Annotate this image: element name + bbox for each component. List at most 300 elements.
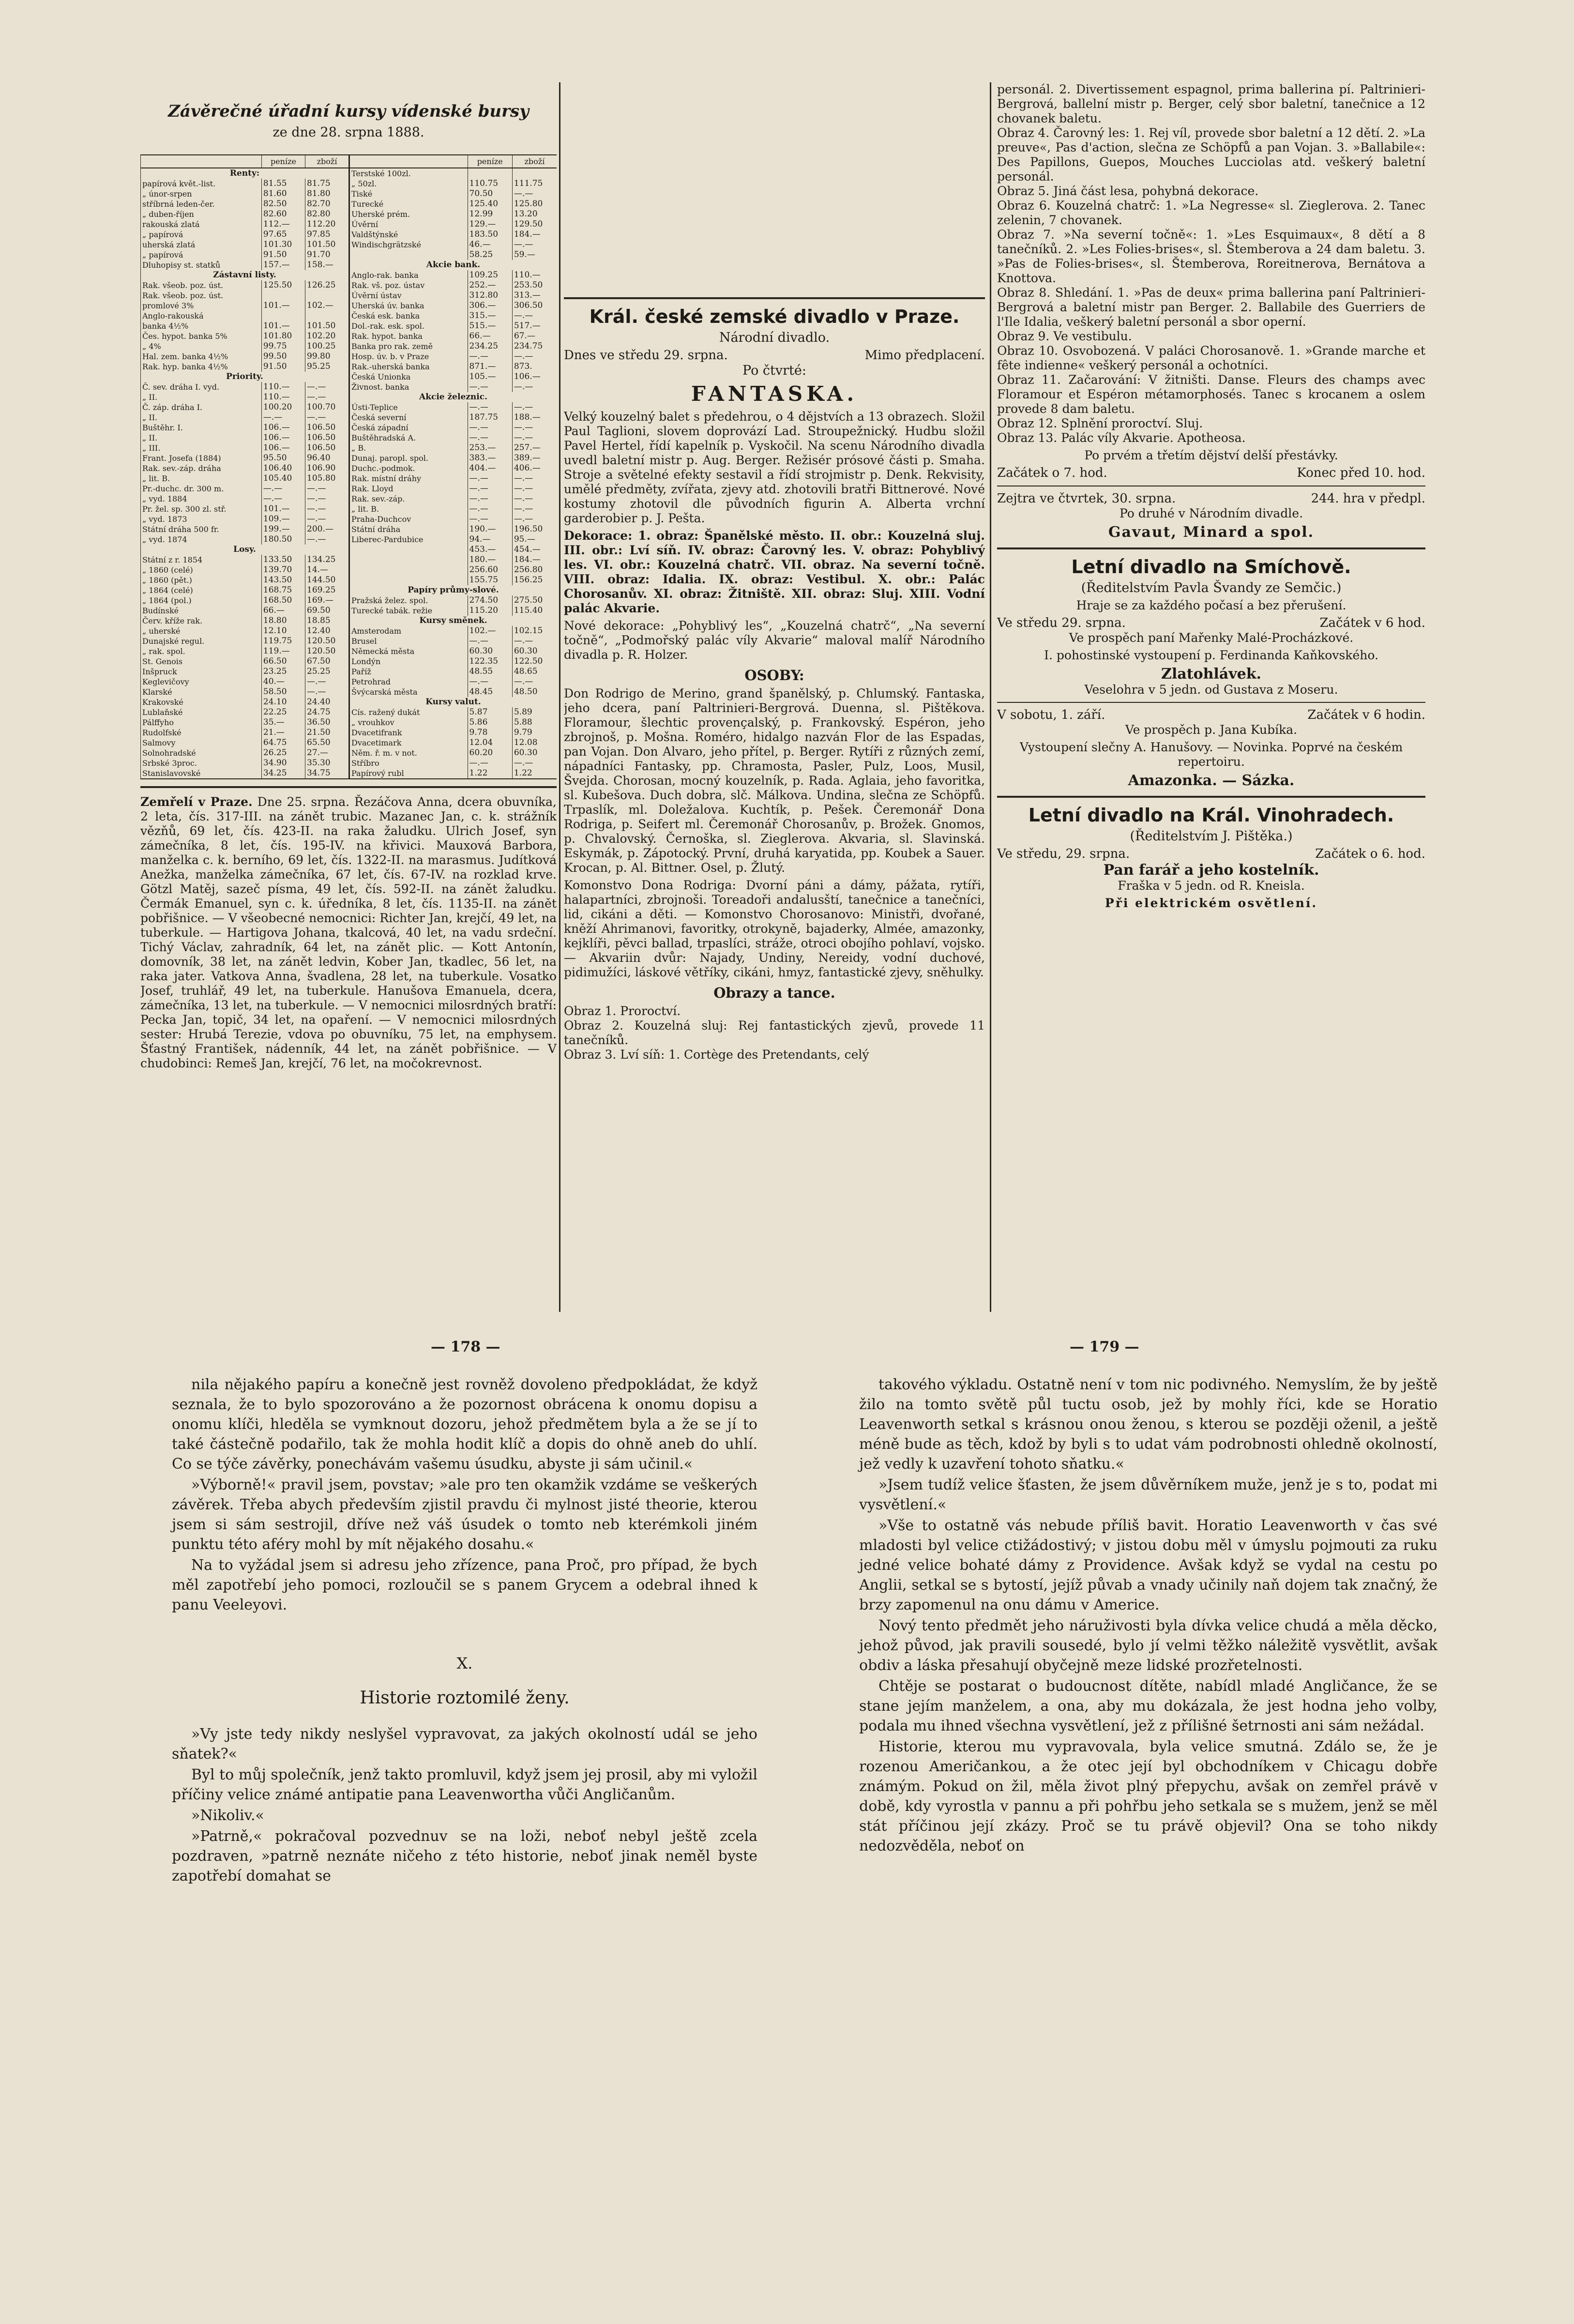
price-goods: —.— bbox=[305, 677, 348, 687]
price-money: —.— bbox=[468, 494, 512, 504]
price-goods: 65.50 bbox=[305, 738, 348, 748]
price-goods: 389.— bbox=[512, 453, 557, 463]
security-name: Anglo-rak. banka bbox=[349, 270, 468, 280]
price-money: —.— bbox=[468, 473, 512, 484]
price-money: 187.75 bbox=[468, 412, 512, 423]
security-name: Státní dráha bbox=[349, 524, 468, 534]
security-name: Rak. všeob. poz. úst. bbox=[141, 290, 262, 301]
price-goods: —.— bbox=[512, 484, 557, 494]
table-row bbox=[141, 504, 349, 514]
table-row bbox=[349, 372, 557, 382]
security-name: „ papírová bbox=[141, 229, 262, 240]
price-money: 109.— bbox=[261, 514, 305, 524]
novel-left-paragraphs-2 bbox=[172, 1724, 757, 1886]
price-goods: 196.50 bbox=[512, 524, 557, 534]
price-money: 109.25 bbox=[468, 270, 512, 280]
column-right-top bbox=[997, 82, 1425, 1312]
chapter-title: Historie roztomilé ženy. bbox=[360, 1688, 570, 1708]
security-name: Pr. žel. sp. 300 zl. stř. bbox=[141, 504, 262, 514]
table-row bbox=[141, 707, 349, 717]
price-goods: 9.79 bbox=[512, 728, 557, 738]
vinohrady-date: Ve středu, 29. srpna. bbox=[997, 847, 1130, 861]
price-money: —.— bbox=[468, 351, 512, 362]
security-name: „ papírová bbox=[141, 250, 262, 260]
security-name: „ vyd. 1874 bbox=[141, 534, 262, 545]
table-row bbox=[141, 728, 349, 738]
table-row bbox=[349, 545, 557, 555]
security-name: Klarské bbox=[141, 687, 262, 697]
security-name: Dol.-rak. esk. spol. bbox=[349, 321, 468, 331]
security-name: Dvacetifrank bbox=[349, 728, 468, 738]
price-goods: 106.50 bbox=[305, 433, 348, 443]
price-money: 168.50 bbox=[261, 595, 305, 606]
section-label: Losy. bbox=[141, 545, 349, 555]
table-row bbox=[141, 595, 349, 606]
price-money: 315.— bbox=[468, 311, 512, 321]
table-row bbox=[141, 301, 349, 311]
table-row bbox=[349, 494, 557, 504]
scenes-head: Obrazy a tance. bbox=[713, 985, 835, 1001]
price-money: —.— bbox=[468, 758, 512, 768]
price-money: 234.25 bbox=[468, 341, 512, 351]
security-name: „ rak. spol. bbox=[141, 646, 262, 656]
price-money: 70.50 bbox=[468, 189, 512, 199]
table-row bbox=[349, 758, 557, 768]
price-money: 82.50 bbox=[261, 199, 305, 209]
price-money: 453.— bbox=[468, 545, 512, 555]
table-row bbox=[141, 494, 349, 504]
paragraph: »Nikoliv.« bbox=[191, 1807, 264, 1824]
tomorrow-play: Gavaut, Minard a spol. bbox=[1108, 524, 1315, 541]
price-goods: 122.50 bbox=[512, 656, 557, 667]
security-name: Salmovy bbox=[141, 738, 262, 748]
security-name: „ duben-říjen bbox=[141, 209, 262, 219]
price-goods: 105.80 bbox=[305, 473, 348, 484]
section-row bbox=[349, 585, 557, 595]
section-row bbox=[349, 260, 557, 270]
price-goods: 97.85 bbox=[305, 229, 348, 240]
vinohrady-sub: (Ředitelstvím J. Pištěka.) bbox=[1130, 829, 1293, 844]
price-money: 101.— bbox=[261, 321, 305, 331]
price-goods: 5.89 bbox=[512, 707, 557, 717]
security-name: Pražská želez. spol. bbox=[349, 595, 468, 606]
price-goods: —.— bbox=[512, 473, 557, 484]
price-money: 106.— bbox=[261, 423, 305, 433]
price-goods: 67.50 bbox=[305, 656, 348, 667]
price-money: 58.50 bbox=[261, 687, 305, 697]
table-row bbox=[141, 697, 349, 707]
security-name: „ 1860 (pět.) bbox=[141, 575, 262, 585]
price-money: 81.55 bbox=[261, 179, 305, 189]
table-row bbox=[349, 595, 557, 606]
table-row bbox=[349, 362, 557, 372]
col-name bbox=[349, 155, 468, 168]
security-name: Solnohradské bbox=[141, 748, 262, 758]
price-money: 306.— bbox=[468, 301, 512, 311]
table-row bbox=[349, 575, 557, 585]
price-money: 99.75 bbox=[261, 341, 305, 351]
security-name: Stříbro bbox=[349, 758, 468, 768]
price-goods: 102.15 bbox=[512, 626, 557, 636]
price-goods: —.— bbox=[512, 189, 557, 199]
security-name: Uherská úv. banka bbox=[349, 301, 468, 311]
security-name: Hosp. úv. b. v Praze bbox=[349, 351, 468, 362]
price-money bbox=[468, 168, 512, 179]
price-goods bbox=[305, 290, 348, 301]
table-row bbox=[141, 748, 349, 758]
price-goods: 27.— bbox=[305, 748, 348, 758]
table-row bbox=[349, 524, 557, 534]
price-goods: —.— bbox=[305, 412, 348, 423]
price-goods: 169.25 bbox=[305, 585, 348, 595]
price-goods: 60.30 bbox=[512, 646, 557, 656]
security-name: Česká Unionka bbox=[349, 372, 468, 382]
price-money: 139.70 bbox=[261, 565, 305, 575]
price-money: 119.— bbox=[261, 646, 305, 656]
security-name: Pálffyho bbox=[141, 717, 262, 728]
play-scenery: Dekorace: 1. obraz: Španělské město. II. obr.: Kouzelná sluj. III. obr.: Lví síň. IV. obraz: Čarovný les. V. obraz: Pohyblivý les. VI. obr.: Kouzelná chatrč. VII. obraz. Na severní točně. VIII. obraz: Idalia. IX. obraz: Vestibul. X. obr.: Palác Chorosanův. XI. obraz: Žitniště. XII. obraz: Sluj. XIII. Vodní palác Akvarie. bbox=[564, 529, 985, 615]
table-row bbox=[141, 382, 349, 392]
table-row bbox=[141, 555, 349, 565]
national-theatre-sub: Národní divadlo. bbox=[719, 330, 830, 345]
table-row bbox=[349, 504, 557, 514]
section-row bbox=[141, 168, 349, 179]
performance-date: Dnes ve středu 29. srpna. bbox=[564, 348, 728, 363]
price-money: 274.50 bbox=[468, 595, 512, 606]
smichov-date-row-2 bbox=[997, 708, 1425, 723]
paragraph: »Vy jste tedy nikdy neslyšel vypravovat, za jakých okolností udál se jeho sňatek?« bbox=[172, 1726, 757, 1762]
price-goods: 24.40 bbox=[305, 697, 348, 707]
security-name: „ 1860 (celé) bbox=[141, 565, 262, 575]
table-row bbox=[349, 331, 557, 341]
performance-count: Po čtvrté: bbox=[742, 363, 806, 378]
divider bbox=[997, 547, 1425, 549]
price-goods: 134.25 bbox=[305, 555, 348, 565]
price-money: 22.25 bbox=[261, 707, 305, 717]
table-row bbox=[141, 585, 349, 595]
tomorrow-subscription: 244. hra v předpl. bbox=[1311, 491, 1425, 506]
security-name: Rak. Lloyd bbox=[349, 484, 468, 494]
table-row bbox=[349, 179, 557, 189]
table-row bbox=[141, 290, 349, 301]
price-goods: 115.40 bbox=[512, 606, 557, 616]
table-row bbox=[349, 341, 557, 351]
price-money: 183.50 bbox=[468, 229, 512, 240]
price-goods: 82.80 bbox=[305, 209, 348, 219]
smichov-benefit: Ve prospěch paní Mařenky Malé-Procházkové. bbox=[1069, 631, 1354, 645]
col-zbozi: zboží bbox=[512, 155, 557, 168]
table-row bbox=[349, 565, 557, 575]
table-row bbox=[349, 473, 557, 484]
price-goods: 110.— bbox=[512, 270, 557, 280]
security-name: „ 4% bbox=[141, 341, 262, 351]
price-money: —.— bbox=[261, 412, 305, 423]
price-money: —.— bbox=[468, 382, 512, 392]
table-row bbox=[349, 209, 557, 219]
price-money: 66.— bbox=[468, 331, 512, 341]
price-money: 94.— bbox=[468, 534, 512, 545]
table-row bbox=[141, 341, 349, 351]
table-row bbox=[141, 575, 349, 585]
security-name: „ II. bbox=[141, 412, 262, 423]
table-row bbox=[141, 179, 349, 189]
price-money: 157.— bbox=[261, 260, 305, 270]
security-name: Keglevičovy bbox=[141, 677, 262, 687]
security-name: Rak. hyp. banka 4½% bbox=[141, 362, 262, 372]
price-goods: 184.— bbox=[512, 229, 557, 240]
price-goods: —.— bbox=[512, 433, 557, 443]
price-money: 105.— bbox=[468, 372, 512, 382]
table-row bbox=[349, 433, 557, 443]
security-name: „ II. bbox=[141, 392, 262, 402]
price-money: 23.25 bbox=[261, 667, 305, 677]
price-goods: 200.— bbox=[305, 524, 348, 534]
table-row bbox=[349, 626, 557, 636]
table-row bbox=[141, 514, 349, 524]
price-goods: —.— bbox=[512, 514, 557, 524]
security-name bbox=[349, 555, 468, 565]
play-intro: Velký kouzelný balet s předehrou, o 4 dějstvích a 13 obrazech. Složil Paul Taglioni, slovem doprovází Lad. Stroupežnický. Hudbu složil Pavel Hertel, řídí kapelník p. Vyskočil. Na scenu Národního divadla uvedl baletní mistr p. Aug. Berger. Režisér prósové části p. Smaha. Stroje a světelné efekty sestavil a řídí strojmistr p. Denk. Rekvisity, umělé předměty, zvířata, zjevy atd. zhotovili bratři Bittnerové. Nové kostumy zhotovil dle původních figurin A. Alberta vrchní garderobier p. J. Pešta. bbox=[564, 410, 985, 525]
security-name: Dluhopisy st. statků bbox=[141, 260, 262, 270]
price-money: —.— bbox=[261, 494, 305, 504]
price-goods: 24.75 bbox=[305, 707, 348, 717]
novel-right-paragraphs bbox=[859, 1375, 1438, 1856]
security-name: Banka pro rak. země bbox=[349, 341, 468, 351]
price-goods: 111.75 bbox=[512, 179, 557, 189]
price-goods: —.— bbox=[305, 494, 348, 504]
security-name: uherská zlatá bbox=[141, 240, 262, 250]
table-row bbox=[349, 382, 557, 392]
tomorrow-row bbox=[997, 491, 1425, 506]
price-goods: 106.50 bbox=[305, 423, 348, 433]
price-goods: —.— bbox=[305, 534, 348, 545]
security-name bbox=[349, 250, 468, 260]
table-row bbox=[349, 270, 557, 280]
table-row bbox=[141, 412, 349, 423]
price-money: 60.30 bbox=[468, 646, 512, 656]
price-money: 35.— bbox=[261, 717, 305, 728]
security-name: Něm. ř. m. v not. bbox=[349, 748, 468, 758]
security-name: „ únor-srpen bbox=[141, 189, 262, 199]
smichov-guest-2: Vystoupení slečny A. Hanušovy. — Novinka. Poprvé na českém repertoiru. bbox=[1019, 740, 1403, 769]
smichov-time-2: Začátek v 6 hodin. bbox=[1307, 708, 1425, 722]
table-row bbox=[141, 606, 349, 616]
table-row bbox=[349, 311, 557, 321]
price-goods: —.— bbox=[305, 484, 348, 494]
price-money: 12.10 bbox=[261, 626, 305, 636]
security-name: Dunaj. paropl. spol. bbox=[349, 453, 468, 463]
price-money: 1.22 bbox=[468, 768, 512, 778]
deaths-text: Dne 25. srpna. Řezáčova Anna, dcera obuvníka, 2 leta, čís. 317-III. na zánět trubic. Mazanec Jan, c. k. strážník vězňů, 69 let, čís. 423-II. na raka žaludku. Ulrich Josef, syn zámečníka, 8 let, čís. 195-IV. na křivici. Mauxová Barbora, manželka c. k. berního, 69 let, čís. 1322-II. na marasmus. Judítková Anežka, manželka zámečníka, 67 let, čís. 67-IV. na rozklad krve. Götzl Matěj, sazeč písma, 49 let, čís. 592-II. na zánět žaludku. Čermák Emanuel, syn c. k. úředníka, 8 let, čís. 1135-II. na zánět pobřišnice. — V všeobecné nemocnici: Richter Jan, krejčí, 49 let, na tuberkule. — Hartigova Johana, tkalcová, 40 let, na vadu srdeční. Tichý Václav, zahradník, 64 let, na zánět plic. — Kott Antonín, domovník, 38 let, na zánět ledvin, Kober Jan, tkadlec, 56 let, na raka jater. Vatkova Anna, švadlena, 28 let, na tuberkule. Vosatko Josef, truhlář, 49 let, na tuberkule. Hanušova Emanuela, dcera, zámečníka, 13 let, na tuberkule. — V nemocnici milosrdných bratří: Pecka Jan, topič, 34 let, na opaření. — V nemocnici milosrdných sester: Hrubá Terezie, vdova po obuvníku, 75 let, na emphysem. Šťastný František, nádenník, 44 let, na zánět pobřišnice. — V chudobinci: Remeš Jan, krejčí, 76 let, na močokrevnost. bbox=[140, 795, 557, 1070]
page-number-right: — 179 — bbox=[1070, 1338, 1139, 1355]
price-goods: 101.50 bbox=[305, 240, 348, 250]
price-money: —.— bbox=[468, 433, 512, 443]
security-name: Rak. hypot. banka bbox=[349, 331, 468, 341]
security-name: banka 4½% bbox=[141, 321, 262, 331]
price-goods: 59.— bbox=[512, 250, 557, 260]
table-row bbox=[349, 646, 557, 656]
table-row bbox=[141, 240, 349, 250]
security-name: Rak. místní dráhy bbox=[349, 473, 468, 484]
price-money: 180.50 bbox=[261, 534, 305, 545]
table-row bbox=[349, 463, 557, 473]
table-row bbox=[349, 687, 557, 697]
security-name: Budínské bbox=[141, 606, 262, 616]
price-goods: —.— bbox=[512, 382, 557, 392]
price-goods: —.— bbox=[305, 392, 348, 402]
table-row bbox=[349, 768, 557, 778]
price-money: —.— bbox=[468, 484, 512, 494]
smichov-play: Zlatohlávek. bbox=[1161, 666, 1261, 683]
security-name: Praha-Duchcov bbox=[349, 514, 468, 524]
security-name: Lublaňské bbox=[141, 707, 262, 717]
security-name: Petrohrad bbox=[349, 677, 468, 687]
section-label: Kursy valut. bbox=[349, 697, 557, 707]
price-money: 46.— bbox=[468, 240, 512, 250]
table-row bbox=[141, 667, 349, 677]
table-row bbox=[141, 473, 349, 484]
table-row bbox=[349, 728, 557, 738]
section-label: Papíry průmy-slové. bbox=[349, 585, 557, 595]
divider bbox=[997, 796, 1425, 798]
section-row bbox=[141, 545, 349, 555]
security-name: Rak. sev.-záp. bbox=[349, 494, 468, 504]
price-money: 5.87 bbox=[468, 707, 512, 717]
security-name: Pr.-duchc. dr. 300 m. bbox=[141, 484, 262, 494]
price-goods: 96.40 bbox=[305, 453, 348, 463]
table-row bbox=[349, 636, 557, 646]
table-row bbox=[141, 443, 349, 453]
price-goods: 12.08 bbox=[512, 738, 557, 748]
divider bbox=[564, 297, 985, 299]
price-goods: —.— bbox=[512, 494, 557, 504]
price-goods: 82.70 bbox=[305, 199, 348, 209]
table-row bbox=[349, 555, 557, 565]
price-money: 100.20 bbox=[261, 402, 305, 412]
security-name: Buštěhradská A. bbox=[349, 433, 468, 443]
table-row bbox=[141, 331, 349, 341]
table-row bbox=[349, 717, 557, 728]
table-row bbox=[141, 626, 349, 636]
price-money: 101.80 bbox=[261, 331, 305, 341]
price-goods: —.— bbox=[512, 636, 557, 646]
price-goods: 67.— bbox=[512, 331, 557, 341]
price-goods: 95.25 bbox=[305, 362, 348, 372]
table-row bbox=[141, 677, 349, 687]
national-theatre-title: Král. české zemské divadlo v Praze. bbox=[589, 306, 960, 327]
table-row bbox=[349, 229, 557, 240]
price-money: —.— bbox=[468, 504, 512, 514]
section-label: Renty: bbox=[141, 168, 349, 179]
security-name: Rak. vš. poz. ústav bbox=[349, 280, 468, 290]
vinohrady-date-row bbox=[997, 847, 1425, 862]
security-name: Londýn bbox=[349, 656, 468, 667]
price-money: 12.04 bbox=[468, 738, 512, 748]
price-money: 64.75 bbox=[261, 738, 305, 748]
smichov-benefit-2: Ve prospěch p. Jana Kubíka. bbox=[1125, 723, 1298, 737]
table-row bbox=[349, 606, 557, 616]
security-name: Valdštýnské bbox=[349, 229, 468, 240]
times-row bbox=[997, 466, 1425, 481]
price-goods: 126.25 bbox=[305, 280, 348, 290]
price-goods: —.— bbox=[512, 402, 557, 412]
price-money: 34.25 bbox=[261, 768, 305, 778]
price-money: 106.40 bbox=[261, 463, 305, 473]
price-money: 199.— bbox=[261, 524, 305, 534]
table-row bbox=[141, 280, 349, 290]
vinohrady-title: Letní divadlo na Král. Vinohradech. bbox=[1028, 805, 1394, 826]
security-name: stříbrná leden-čer. bbox=[141, 199, 262, 209]
price-money: 143.50 bbox=[261, 575, 305, 585]
chapter-number: X. bbox=[456, 1654, 473, 1672]
table-row bbox=[349, 656, 557, 667]
paragraph: »Výborně!« pravil jsem, povstav; »ale pro ten okamžik vzdáme se veškerých závěrek. Třeba abych především zjistil pravdu či mylnost jisté theorie, kterou jsem si sám sestrojil, dříve než váš úsudek o tomto neb kterémkoli jiném punktu této aféry mohl by mít nějakého dosahu.« bbox=[172, 1476, 757, 1553]
security-name: Terstské 100zl. bbox=[349, 168, 468, 179]
paragraph: Byl to můj společník, jenž takto promluvil, když jsem jej prosil, aby mi vyložil příčiny velice známé antipatie pana Leavenwortha vůči Angličanům. bbox=[172, 1766, 757, 1803]
price-money: 48.45 bbox=[468, 687, 512, 697]
table-row bbox=[349, 250, 557, 260]
price-goods: 13.20 bbox=[512, 209, 557, 219]
kursy-title: Závěrečné úřadní kursy vídenské bursy bbox=[168, 102, 529, 121]
intermission-note: Po prvém a třetím dějství delší přestávky. bbox=[1084, 448, 1338, 462]
security-name: Liberec-Pardubice bbox=[349, 534, 468, 545]
price-goods: 35.30 bbox=[305, 758, 348, 768]
kursy-date: ze dne 28. srpna 1888. bbox=[272, 125, 424, 140]
table-row bbox=[349, 423, 557, 433]
price-money: 101.— bbox=[261, 504, 305, 514]
price-goods: 873. bbox=[512, 362, 557, 372]
security-name: Úvěrní ústav bbox=[349, 290, 468, 301]
price-money: 110.— bbox=[261, 392, 305, 402]
security-name: „ 50zl. bbox=[349, 179, 468, 189]
table-row bbox=[141, 565, 349, 575]
table-row bbox=[141, 687, 349, 697]
price-goods: 69.50 bbox=[305, 606, 348, 616]
price-goods: 99.80 bbox=[305, 351, 348, 362]
divider bbox=[140, 786, 557, 788]
price-goods bbox=[305, 311, 348, 321]
price-money: 40.— bbox=[261, 677, 305, 687]
paragraph: Na to vyžádal jsem si adresu jeho zřízence, pana Proč, pro případ, že bych měl zapotřebí jeho pomoci, rozloučil se s panem Grycem a odebral ihned k panu Veeleyovi. bbox=[172, 1557, 757, 1613]
security-name: Státní dráha 500 fr. bbox=[141, 524, 262, 534]
kursy-table-right bbox=[348, 155, 557, 778]
security-name: Frant. Josefa (1884) bbox=[141, 453, 262, 463]
table-row bbox=[349, 402, 557, 412]
section-row bbox=[349, 616, 557, 626]
security-name: Rak. sev.-záp. dráha bbox=[141, 463, 262, 473]
cast-head: OSOBY: bbox=[744, 667, 804, 684]
price-money: 515.— bbox=[468, 321, 512, 331]
price-goods: 253.50 bbox=[512, 280, 557, 290]
table-row bbox=[141, 199, 349, 209]
price-money: 60.20 bbox=[468, 748, 512, 758]
price-goods: 48.65 bbox=[512, 667, 557, 677]
price-money: 312.80 bbox=[468, 290, 512, 301]
price-goods: 517.— bbox=[512, 321, 557, 331]
security-name: „ II. bbox=[141, 433, 262, 443]
price-money: 82.60 bbox=[261, 209, 305, 219]
security-name: Windischgrätzské bbox=[349, 240, 468, 250]
paragraph: Nový tento předmět jeho náruživosti byla dívka velice chudá a měla děcko, jehož původ, jak pravili sousedé, bylo jí velmi těžko náležitě vysvětlit, avšak obdiv a láska přesahují obyčejně meze lidské prozřetelnosti. bbox=[859, 1617, 1438, 1674]
paragraph: »Patrně,« pokračoval pozvednuv se na loži, neboť nebyl ještě zcela pozdraven, »patrně neznáte ničeho z této historie, neboť jinak neměl byste zapotřebí domahat se bbox=[172, 1828, 757, 1884]
security-name: Červ. kříže rak. bbox=[141, 616, 262, 626]
novel-page-right bbox=[859, 1375, 1438, 1857]
price-money: 180.— bbox=[468, 555, 512, 565]
security-name: Dunajské regul. bbox=[141, 636, 262, 646]
security-name: „ B. bbox=[349, 443, 468, 453]
price-goods: 48.50 bbox=[512, 687, 557, 697]
price-money: 106.— bbox=[261, 433, 305, 443]
